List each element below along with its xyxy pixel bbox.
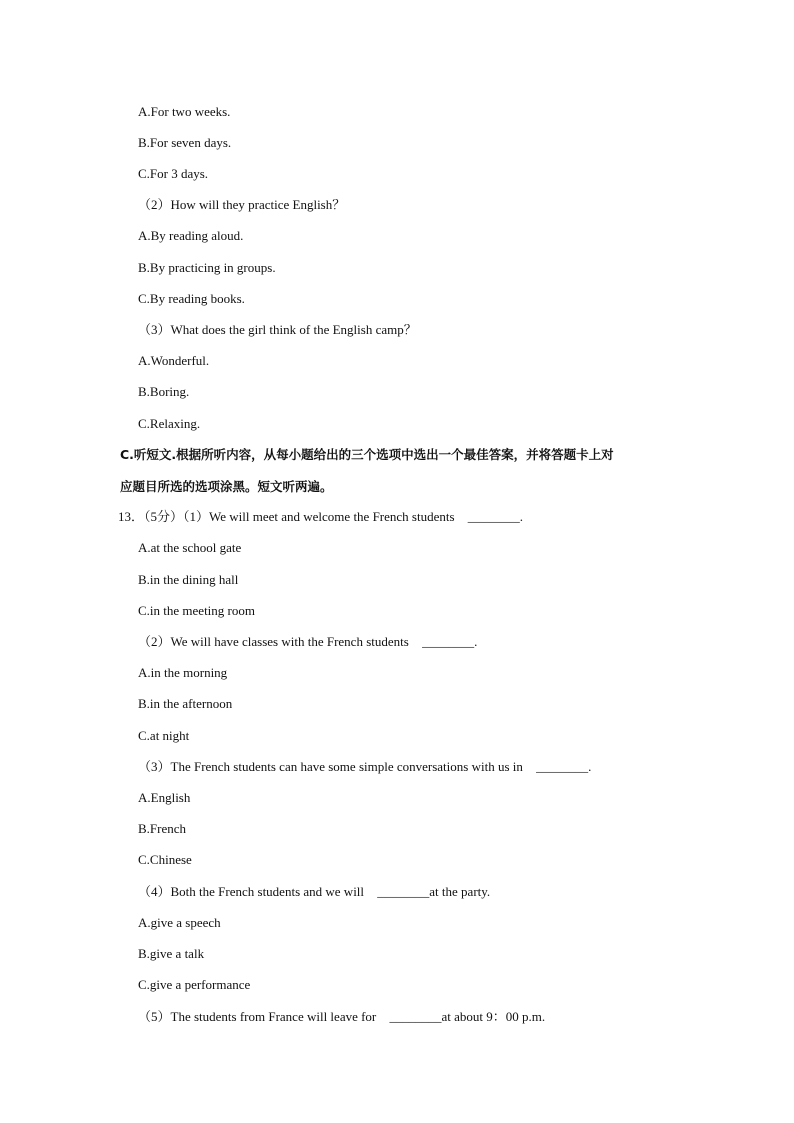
q13-3-stem-text: （3）The French students can have some simple conversations with us in: [138, 759, 523, 774]
q12-2-option-a: A.By reading aloud.: [138, 228, 244, 243]
q13-2-stem: [138, 634, 477, 650]
q13-4-option-b: B.give a talk: [138, 946, 205, 961]
q13-2-stem-end: .: [474, 634, 478, 649]
q13-3-option-a: A.English: [138, 790, 191, 805]
q12-2-stem: （2）How will they practice English？: [138, 197, 346, 212]
q13-1-stem-end: .: [519, 509, 524, 524]
q13-4-stem-end: at the party.: [429, 884, 491, 899]
q12-3-stem: （3）What does the girl think of the English camp？: [138, 322, 417, 337]
q13-number: 13．（5分）: [118, 509, 184, 524]
q13-5-stem-end: at about 9：00 p.m.: [441, 1009, 546, 1024]
q13-4-stem-text: （4）Both the French students and we will: [138, 884, 365, 899]
q13-3-stem-end: .: [588, 759, 592, 774]
q13-4-stem: [138, 884, 490, 900]
q13-2-option-a: A.in the morning: [138, 665, 228, 680]
q13-1-option-c: C.in the meeting room: [138, 603, 255, 618]
q12-3-option-a: A.Wonderful.: [138, 353, 210, 368]
q13-1-option-a: A.at the school gate: [138, 540, 242, 555]
section-c-instruction-line1: C.听短文.根据所听内容，从每小题给出的三个选项中选出一个最佳答案，并将答题卡上对: [120, 447, 614, 462]
q13-3-stem: [138, 759, 591, 775]
answer-blank: ________: [377, 884, 430, 899]
q13-4-option-c: C.give a performance: [138, 977, 251, 992]
q12-3-option-c: C.Relaxing.: [138, 416, 201, 431]
q13-2-option-b: B.in the afternoon: [138, 696, 233, 711]
answer-blank: ________: [467, 509, 520, 524]
q12-1-option-a: A.For two weeks.: [138, 104, 231, 119]
q13-1-option-b: B.in the dining hall: [138, 572, 239, 587]
q13-5-stem: [138, 1009, 545, 1025]
q13-2-stem-text: （2）We will have classes with the French students: [138, 634, 409, 649]
q12-2-option-c: C.By reading books.: [138, 291, 245, 306]
answer-blank: ________: [422, 634, 475, 649]
q12-1-option-c: C.For 3 days.: [138, 166, 209, 181]
q13-4-option-a: A.give a speech: [138, 915, 221, 930]
q12-3-option-b: B.Boring.: [138, 384, 190, 399]
section-c-instruction-line2: 应题目所选的选项涂黑。短文听两遍。: [120, 479, 333, 494]
q12-1-option-b: B.For seven days.: [138, 135, 232, 150]
q13-2-option-c: C.at night: [138, 728, 190, 743]
q13-3-option-b: B.French: [138, 821, 187, 836]
q13-3-option-c: C.Chinese: [138, 852, 192, 867]
answer-blank: ________: [536, 759, 589, 774]
q13-1-stem-text: （1）We will meet and welcome the French students: [183, 509, 455, 524]
q13-1-stem: [118, 509, 523, 525]
q12-2-option-b: B.By practicing in groups.: [138, 260, 276, 275]
q13-5-stem-text: （5）The students from France will leave for: [138, 1009, 377, 1024]
answer-blank: ________: [389, 1009, 442, 1024]
